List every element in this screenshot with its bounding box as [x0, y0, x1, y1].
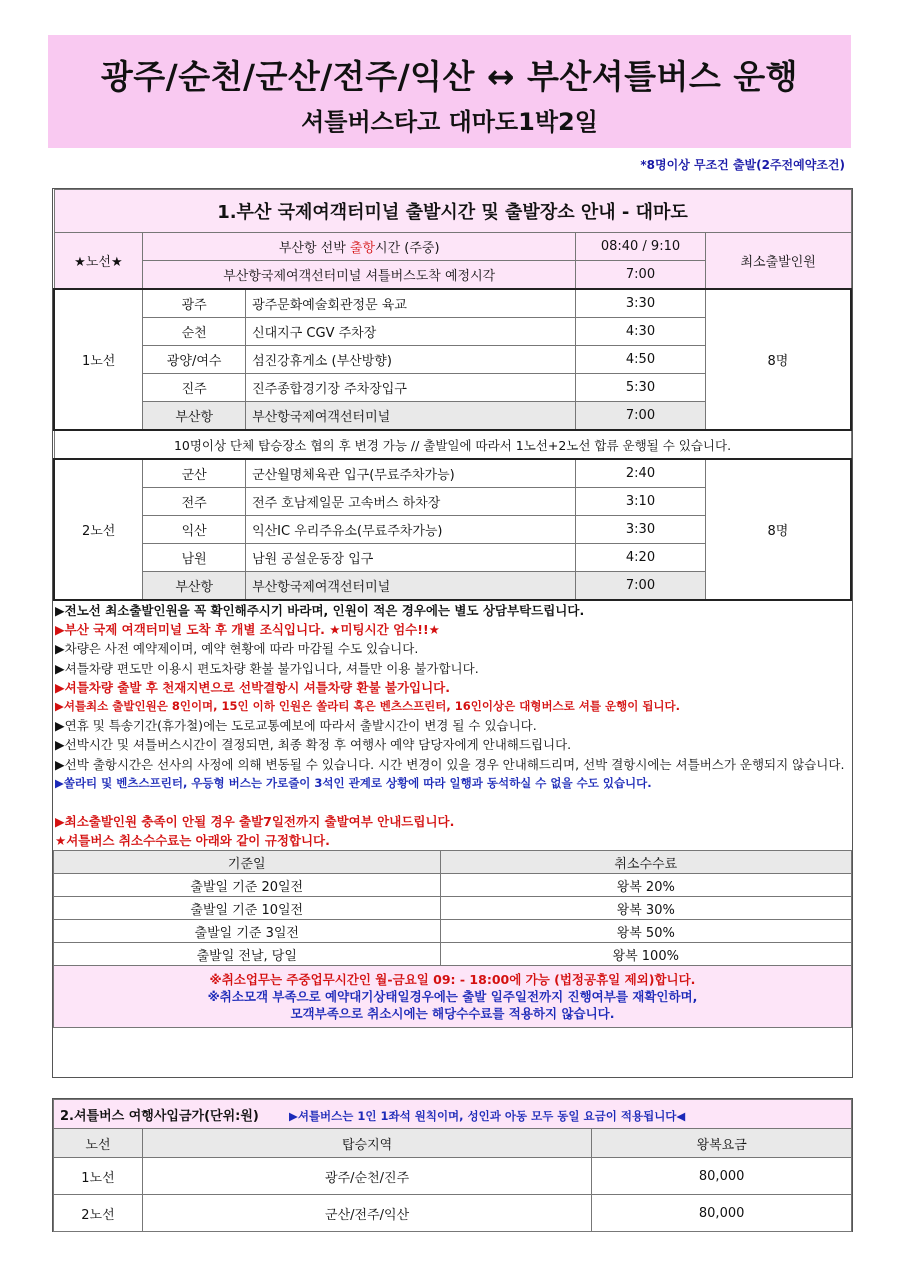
stop-time: 4:30 — [576, 318, 706, 346]
cancel-date: 출발일 기준 10일전 — [54, 897, 441, 920]
title-banner — [48, 35, 851, 148]
stop-time: 7:00 — [576, 572, 706, 601]
stop-place: 광주문화예술회관정문 육교 — [246, 289, 576, 318]
stop-city: 광양/여수 — [143, 346, 246, 374]
cancel-fee: 왕복 20% — [440, 874, 852, 897]
schedule-section — [52, 188, 853, 1078]
stop-time: 4:50 — [576, 346, 706, 374]
stop-place: 전주 호남제일문 고속버스 하차장 — [246, 488, 576, 516]
stop-city: 진주 — [143, 374, 246, 402]
note-item: ▶쏠라티 및 벤츠스프린터, 우등형 버스는 가로줄이 3석인 관계로 상황에 따라 일행과 동석하실 수 없을 수도 있습니다. — [55, 775, 652, 790]
cancel-notes — [54, 966, 852, 1028]
price-area: 군산/전주/익산 — [142, 1195, 591, 1232]
note-item: ▶셔틀최소 출발인원은 8인이며, 15인 이하 인원은 쏠라티 혹은 벤츠스프린터, 16인이상은 대형버스로 셔틀 운행이 됩니다. — [55, 699, 681, 714]
stop-time: 2:40 — [576, 459, 706, 488]
stop-time: 3:30 — [576, 289, 706, 318]
stop-time: 3:30 — [576, 516, 706, 544]
note-item: ★셔틀버스 취소수수료는 아래와 같이 규정합니다. — [55, 833, 330, 849]
note-item: ▶선박시간 및 셔틀버스시간이 결정되면, 최종 확정 후 여행사 예약 담당자에게 안내해드립니다. — [55, 737, 572, 753]
stop-city: 순천 — [143, 318, 246, 346]
page-title: 광주/순천/군산/전주/익산 ↔ 부산셔틀버스 운행 — [100, 57, 799, 96]
note-item: ▶선박 출항시간은 선사의 사정에 의해 변동될 수 있습니다. 시간 변경이 있을 경우 안내해드리며, 선박 결항시에는 셔틀버스가 운행되지 않습니다. — [55, 756, 845, 772]
cancel-fee: 왕복 100% — [440, 943, 852, 966]
table-row — [54, 1195, 852, 1232]
price-route: 2노선 — [54, 1195, 143, 1232]
cancel-date: 출발일 전날, 당일 — [54, 943, 441, 966]
cancel-fee-table — [53, 850, 852, 1028]
price-area: 광주/순천/진주 — [142, 1158, 591, 1195]
stop-city: 광주 — [143, 289, 246, 318]
price-fare: 80,000 — [592, 1158, 852, 1195]
min-passengers-header: 최소출발인원 — [705, 233, 851, 290]
cancel-fee: 왕복 50% — [440, 920, 852, 943]
merge-note: 10명이상 단체 탑승장소 협의 후 변경 가능 // 출발일에 따라서 1노선+2노선 합류 운행될 수 있습니다. — [54, 430, 851, 459]
arrival-time: 7:00 — [576, 261, 706, 290]
price-header-area: 탑승지역 — [142, 1129, 591, 1158]
notes-list — [53, 601, 852, 850]
arrival-label: 부산항국제여객선터미널 셔틀버스도착 예정시각 — [143, 261, 576, 290]
price-table — [53, 1099, 852, 1232]
cancel-note-item: ※취소업무는 주중업무시간인 월-금요일 09: - 18:00에 가능 (법정공휴일 제외)합니다. — [209, 972, 696, 988]
note-item: ▶셔틀차량 편도만 이용시 편도차량 환불 불가입니다, 셔틀만 이용 불가합니다. — [55, 660, 479, 676]
stop-city: 전주 — [143, 488, 246, 516]
price-fare: 80,000 — [592, 1195, 852, 1232]
stop-time: 3:10 — [576, 488, 706, 516]
stop-time: 7:00 — [576, 402, 706, 431]
cancel-header-date: 기준일 — [54, 851, 441, 874]
table-row — [54, 1158, 852, 1195]
price-header-route: 노선 — [54, 1129, 143, 1158]
table-row — [54, 920, 852, 943]
stop-place: 신대지구 CGV 주차장 — [246, 318, 576, 346]
note-item: ▶최소출발인원 충족이 안될 경우 출발7일전까지 출발여부 안내드립니다. — [55, 814, 455, 830]
cancel-note-item: ※취소모객 부족으로 예약대기상태일경우에는 출발 일주일전까지 진행여부를 재확인하며, — [207, 989, 698, 1005]
stop-time: 4:20 — [576, 544, 706, 572]
stop-city: 부산항 — [143, 402, 246, 431]
schedule-table — [53, 189, 852, 601]
price-title-row — [54, 1100, 852, 1129]
stop-place: 부산항국제여객선터미널 — [246, 402, 576, 431]
route2-name: 2노선 — [54, 459, 143, 600]
stop-place: 부산항국제여객선터미널 — [246, 572, 576, 601]
stop-place: 남원 공설운동장 입구 — [246, 544, 576, 572]
note-item: ▶부산 국제 여객터미널 도착 후 개별 조식입니다. ★미팅시간 엄수!!★ — [55, 622, 440, 638]
departure-condition: *8명이상 무조건 출발(2주전예약조건) — [640, 158, 845, 172]
route1-min: 8명 — [705, 289, 851, 430]
section1-title: 1.부산 국제여객터미널 출발시간 및 출발장소 안내 - 대마도 — [54, 190, 851, 233]
note-item: ▶차량은 사전 예약제이며, 예약 현황에 따라 마감될 수도 있습니다. — [55, 641, 419, 657]
cancel-header-fee: 취소수수료 — [440, 851, 852, 874]
stop-city: 익산 — [143, 516, 246, 544]
cancel-note-item: 모객부족으로 취소시에는 해당수수료를 적용하지 않습니다. — [290, 1006, 615, 1022]
price-header-fare: 왕복요금 — [592, 1129, 852, 1158]
stop-city: 부산항 — [143, 572, 246, 601]
section2-title: 2.셔틀버스 여행사입금가(단위:원) — [60, 1108, 259, 1124]
route1-name: 1노선 — [54, 289, 143, 430]
stop-place: 섬진강휴게소 (부산방향) — [246, 346, 576, 374]
price-section — [52, 1098, 853, 1232]
stop-place: 진주종합경기장 주차장입구 — [246, 374, 576, 402]
cancel-date: 출발일 기준 3일전 — [54, 920, 441, 943]
stop-place: 군산월명체육관 입구(무료주차가능) — [246, 459, 576, 488]
note-item: ▶연휴 및 특송기간(휴가철)에는 도로교통예보에 따라서 출발시간이 변경 될 수 있습니다. — [55, 718, 537, 734]
price-route: 1노선 — [54, 1158, 143, 1195]
stop-place: 익산IC 우리주유소(무료주차가능) — [246, 516, 576, 544]
note-item: ▶셔틀차량 출발 후 천재지변으로 선박결항시 셔틀차량 환불 불가입니다. — [55, 679, 451, 695]
table-row — [54, 874, 852, 897]
table-row — [54, 897, 852, 920]
route-header: ★노선★ — [54, 233, 143, 290]
ferry-departure-time: 08:40 / 9:10 — [576, 233, 706, 261]
stop-time: 5:30 — [576, 374, 706, 402]
table-row — [54, 289, 851, 318]
stop-city: 군산 — [143, 459, 246, 488]
note-item: ▶전노선 최소출발인원을 꼭 확인해주시기 바라며, 인원이 적은 경우에는 별도 상담부탁드립니다. — [55, 603, 585, 618]
table-row — [54, 459, 851, 488]
ferry-departure-label: 부산항 선박 출항시간 (주중) — [143, 233, 576, 261]
page-subtitle: 셔틀버스타고 대마도1박2일 — [301, 108, 598, 136]
table-row — [54, 943, 852, 966]
stop-city: 남원 — [143, 544, 246, 572]
section2-note: ▶셔틀버스는 1인 1좌석 원칙이며, 성인과 아동 모두 동일 요금이 적용됩니다◀ — [289, 1108, 686, 1123]
cancel-fee: 왕복 30% — [440, 897, 852, 920]
cancel-date: 출발일 기준 20일전 — [54, 874, 441, 897]
route2-min: 8명 — [705, 459, 851, 600]
